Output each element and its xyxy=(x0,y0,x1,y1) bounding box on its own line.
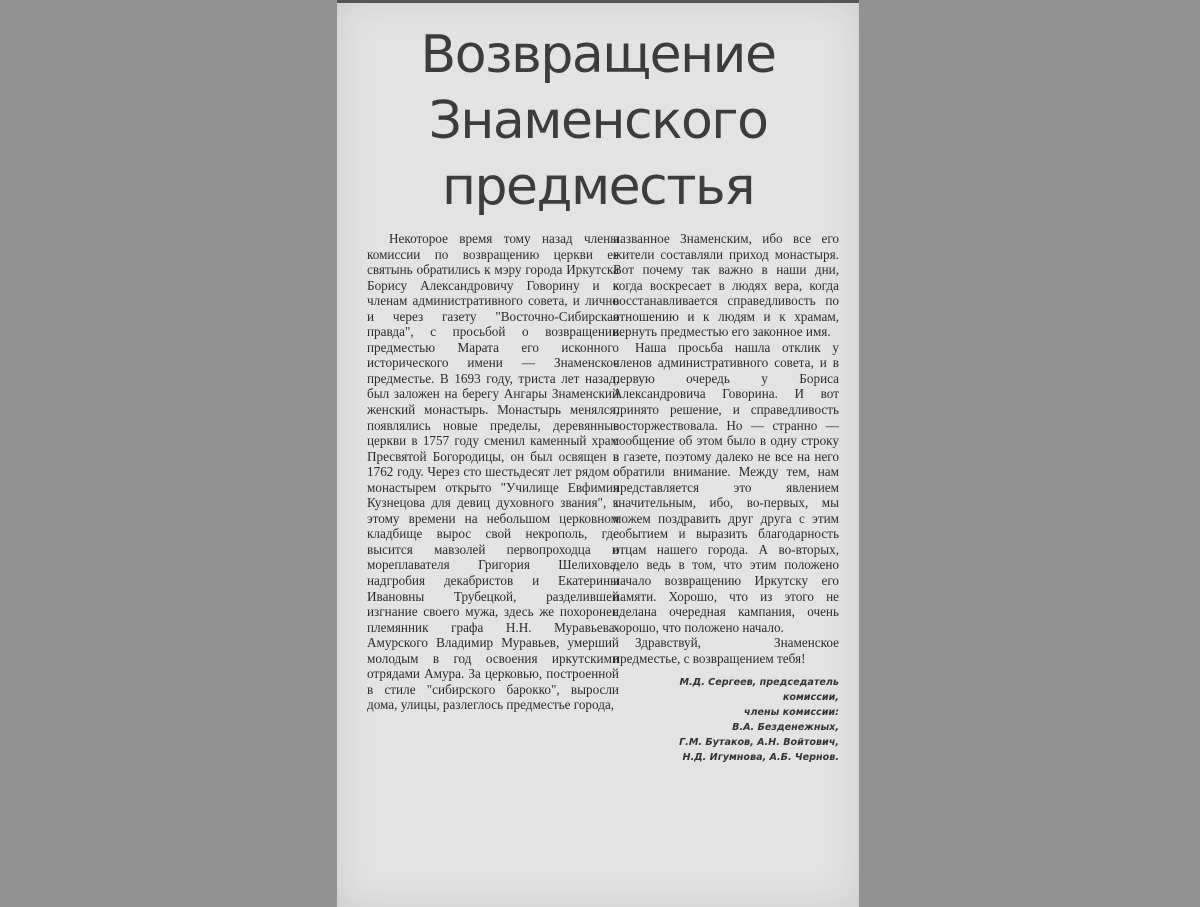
article-column-right xyxy=(613,231,839,765)
signature-line: Н.Д. Игумнова, А.Б. Чернов. xyxy=(682,752,839,764)
headline-line-1: Возвращение xyxy=(420,25,776,85)
signature-line: М.Д. Сергеев, председатель xyxy=(679,677,839,689)
article-headline xyxy=(337,22,859,220)
signature-line: Г.М. Бутаков, А.Н. Войтович, xyxy=(679,737,839,749)
headline-line-3: предместья xyxy=(442,157,754,217)
signature-line: члены комиссии: xyxy=(743,707,839,719)
signature-line: В.А. Безденежных, xyxy=(732,722,839,734)
article-paragraph: Некоторое время тому назад члены комиссии по возвращению церкви ее святынь обратились к мэру города Иркутска Борису Александровичу Говорину и к членам административного совета, и лично и через газету "Восточно-Сибирская правда", с просьбой о возвращении предместью Марата его исконного исторического имени — Знаменское предместье. В 1693 году, триста лет назад, был заложен на берегу Ангары Знаменский женский монастырь. Монастырь менялся, появлялись новые пределы, деревянные церкви в 1757 году сменил каменный храм Пресвятой Богородицы, он был освящен в 1762 году. Через сто шестьдесят лет рядом с монастырем открыто "Училище Евфимия Кузнецова для девиц духовного звания", к этому времени на небольшом церковном кладбище вырос свой некрополь, где высится мавзолей первопроходца и мореплавателя Григория Шелихова, надгробия декабристов и Екатерины Ивановны Трубецкой, разделившей изгнание своего мужа, здесь же похоронен племянник графа Н.Н. Муравьева-Амурского Владимир Муравьев, умерший молодым в год освоения иркутскими отрядами Амура. За церковью, построенной в стиле "сибирского барокко", выросли дома, улицы, разлеглось предместье города, xyxy=(367,231,619,713)
article-paragraph: Наша просьба нашла отклик у членов административного совета, и в первую очередь у Бориса Александровича Говорина. И вот принято решение, и справедливость восторжествовала. Но — странно — сообщение об этом было в одну строку в газете, поэтому далеко не все на него обратили внимание. Между тем, нам представляется это явлением значительным, ибо, во-первых, мы можем поздравить друг друга с этим событием и выразить благодарность отцам нашего города. А во-вторых, дело ведь в том, что этим положено начало возвращению Иркутску его памяти. Хорошо, что из этого не сделана очередная кампания, очень хорошо, что положено начало. xyxy=(613,339,839,635)
article-column-left xyxy=(367,231,619,713)
article-paragraph: Здравствуй, Знаменское предместье, с возвращением тебя! xyxy=(613,635,839,666)
signature-line: комиссии, xyxy=(782,692,839,704)
headline-line-2: Знаменского xyxy=(428,91,768,151)
article-signature xyxy=(613,675,839,765)
newspaper-clipping xyxy=(337,0,859,907)
article-paragraph: названное Знаменским, ибо все его жители составляли приход монастыря. Вот почему так важно в наши дни, когда воскресает в людях вера, когда восстанавливается справедливость по отношению и к людям и к храмам, вернуть предместью его законное имя. xyxy=(613,231,839,340)
